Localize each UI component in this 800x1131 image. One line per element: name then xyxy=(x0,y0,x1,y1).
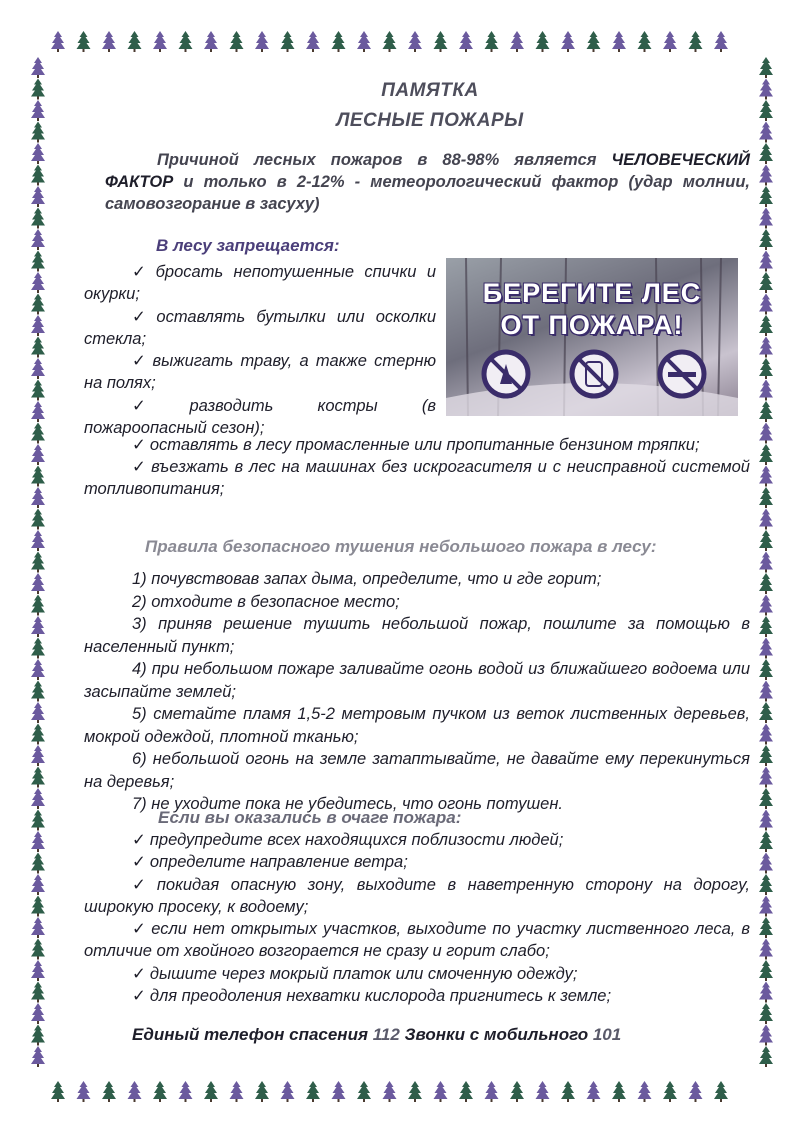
tree-icon xyxy=(759,960,773,981)
tree-icon xyxy=(31,702,45,723)
tree-icon xyxy=(759,874,773,895)
tree-icon xyxy=(759,487,773,508)
tree-icon xyxy=(638,1081,652,1102)
list-item: ✓ въезжать в лес на машинах без искрогасителя и с неисправной системой топливопитания; xyxy=(84,458,750,498)
tree-icon xyxy=(536,1081,550,1102)
list-item: ✓ разводить костры (в пожароопасный сезон); xyxy=(84,396,436,438)
tree-icon xyxy=(332,1081,346,1102)
page-title: ПАМЯТКА xyxy=(381,80,479,101)
list-item: 1) почувствовав запах дыма, определите, что и где горит; xyxy=(132,570,602,588)
intro-emphasis: ЧЕЛОВЕЧЕСКИЙ ФАКТОР xyxy=(105,151,750,191)
tree-icon xyxy=(31,509,45,530)
poster-line-2: ОТ ПОЖАРА! xyxy=(500,310,684,340)
tree-icon xyxy=(204,1081,218,1102)
list-item: ✓ бросать непотушенные спички и окурки; xyxy=(84,263,436,304)
tree-icon xyxy=(759,423,773,444)
check-icon: ✓ xyxy=(132,458,148,476)
tree-icon xyxy=(31,896,45,917)
tree-icon xyxy=(510,1081,524,1102)
tree-icon xyxy=(759,681,773,702)
tree-icon xyxy=(759,831,773,852)
intro-text-after: и только в 2-12% - метеорологический фактор (удар молнии, самовозгорание в засуху) xyxy=(105,173,750,213)
tree-icon xyxy=(759,186,773,207)
tree-icon xyxy=(31,186,45,207)
tree-icon xyxy=(759,595,773,616)
tree-icon xyxy=(434,1081,448,1102)
tree-icon xyxy=(759,380,773,401)
tree-icon xyxy=(759,1025,773,1046)
no-bottle-icon xyxy=(572,352,616,396)
tree-icon xyxy=(459,1081,473,1102)
forest-ban-heading: В лесу запрещается: xyxy=(156,236,340,255)
tree-icon xyxy=(759,143,773,164)
tree-icon xyxy=(31,960,45,981)
tree-icon xyxy=(306,31,320,52)
tree-icon xyxy=(31,380,45,401)
tree-icon xyxy=(31,358,45,379)
tree-icon xyxy=(759,788,773,809)
tree-icon xyxy=(31,767,45,788)
tree-icon xyxy=(31,810,45,831)
tree-icon xyxy=(759,659,773,680)
tree-icon xyxy=(31,552,45,573)
tree-icon xyxy=(230,31,244,52)
tree-icon xyxy=(587,1081,601,1102)
tree-icon xyxy=(434,31,448,52)
check-icon: ✓ xyxy=(132,964,146,983)
tree-icon xyxy=(128,1081,142,1102)
check-icon: ✓ xyxy=(132,853,146,872)
tree-icon xyxy=(759,616,773,637)
tree-icon xyxy=(485,31,499,52)
tree-icon xyxy=(759,272,773,293)
tree-icon xyxy=(31,831,45,852)
list-item: ✓ для преодоления нехватки кислорода пригнитесь к земле; xyxy=(132,987,612,1006)
tree-icon xyxy=(759,208,773,229)
tree-icon xyxy=(31,272,45,293)
tree-icon xyxy=(759,896,773,917)
tree-icon xyxy=(561,1081,575,1102)
check-icon: ✓ xyxy=(132,307,153,326)
tree-icon xyxy=(383,31,397,52)
tree-icon xyxy=(689,31,703,52)
tree-icon xyxy=(51,1081,65,1102)
tree-icon xyxy=(759,552,773,573)
tree-icon xyxy=(759,315,773,336)
tree-icon xyxy=(587,31,601,52)
forest-ban-list-narrow xyxy=(84,261,436,439)
tree-icon xyxy=(759,810,773,831)
phone-number-2: 101 xyxy=(592,1025,622,1044)
tree-icon xyxy=(255,1081,269,1102)
tree-icon xyxy=(759,57,773,78)
list-item: 6) небольшой огонь на земле затаптывайте, не давайте ему перекинуться на деревья; xyxy=(84,750,750,791)
tree-icon xyxy=(31,208,45,229)
tree-icon xyxy=(31,251,45,272)
phone-label-1: Единый телефон спасения xyxy=(132,1025,368,1044)
no-fire-icon xyxy=(484,352,528,396)
rules-list xyxy=(84,568,750,816)
list-item: 4) при небольшом пожаре заливайте огонь водой из ближайшего водоема или засыпайте землей; xyxy=(84,660,750,701)
rules-heading: Правила безопасного тушения небольшого пожара в лесу: xyxy=(145,537,657,556)
tree-icon xyxy=(759,982,773,1003)
tree-icon xyxy=(31,788,45,809)
tree-icon xyxy=(485,1081,499,1102)
tree-icon xyxy=(612,1081,626,1102)
list-item: ✓ дышите через мокрый платок или смоченную одежду; xyxy=(132,964,578,983)
tree-icon xyxy=(663,1081,677,1102)
check-icon: ✓ xyxy=(132,436,146,454)
tree-icon xyxy=(77,31,91,52)
tree-icon xyxy=(51,31,65,52)
check-icon: ✓ xyxy=(132,263,152,281)
tree-icon xyxy=(31,853,45,874)
list-item: 7) не уходите пока не убедитесь, что огонь потушен. xyxy=(132,795,563,813)
tree-icon xyxy=(759,165,773,186)
tree-icon xyxy=(332,31,346,52)
page-subtitle: ЛЕСНЫЕ ПОЖАРЫ xyxy=(336,110,524,131)
intro-paragraph xyxy=(105,149,750,215)
poster-line-1: БЕРЕГИТЕ ЛЕС xyxy=(482,278,702,308)
tree-icon xyxy=(759,401,773,422)
tree-icon xyxy=(31,982,45,1003)
tree-icon xyxy=(759,767,773,788)
list-item: 5) сметайте пламя 1,5-2 метровым пучком из веток лиственных деревьев, мокрой одеждой, плотной тканью; xyxy=(84,705,750,746)
tree-icon xyxy=(31,143,45,164)
tree-icon xyxy=(31,1003,45,1024)
tree-icon xyxy=(153,31,167,52)
tree-icon xyxy=(230,1081,244,1102)
tree-icon xyxy=(714,1081,728,1102)
tree-icon xyxy=(31,638,45,659)
tree-icon xyxy=(179,31,193,52)
tree-icon xyxy=(31,444,45,465)
list-item: ✓ выжигать траву, а также стерню на полях; xyxy=(84,352,437,393)
tree-icon xyxy=(759,745,773,766)
tree-icon xyxy=(759,1046,773,1067)
emergency-phones xyxy=(132,1025,621,1045)
check-icon: ✓ xyxy=(132,831,146,849)
tree-icon xyxy=(759,358,773,379)
tree-icon xyxy=(759,638,773,659)
tree-icon xyxy=(408,1081,422,1102)
tree-icon xyxy=(759,229,773,250)
tree-icon xyxy=(638,31,652,52)
list-item: ✓ оставлять в лесу промасленные или пропитанные бензином тряпки; xyxy=(132,436,700,454)
tree-icon xyxy=(383,1081,397,1102)
tree-icon xyxy=(759,573,773,594)
tree-icon xyxy=(31,165,45,186)
list-item: ✓ если нет открытых участков, выходите по участку лиственного леса, в отличие от хвойного возгорается не сразу и горит слабо; xyxy=(84,920,750,961)
tree-icon xyxy=(179,1081,193,1102)
tree-icon xyxy=(31,466,45,487)
tree-icon xyxy=(77,1081,91,1102)
tree-icon xyxy=(689,1081,703,1102)
tree-icon xyxy=(31,1046,45,1067)
tree-icon xyxy=(31,595,45,616)
tree-icon xyxy=(31,487,45,508)
tree-icon xyxy=(459,31,473,52)
tree-icon xyxy=(536,31,550,52)
tree-icon xyxy=(281,31,295,52)
tree-icon xyxy=(31,1025,45,1046)
list-item: ✓ оставлять бутылки или осколки стекла; xyxy=(84,307,437,348)
tree-icon xyxy=(102,1081,116,1102)
tree-icon xyxy=(255,31,269,52)
tree-icon xyxy=(153,1081,167,1102)
check-icon: ✓ xyxy=(132,875,153,894)
tree-icon xyxy=(31,423,45,444)
tree-icon xyxy=(306,1081,320,1102)
tree-icon xyxy=(31,229,45,250)
tree-icon xyxy=(31,939,45,960)
tree-icon xyxy=(102,31,116,52)
list-item: ✓ покидая опасную зону, выходите в наветренную сторону на дорогу, широкую просеку, к водоему; xyxy=(84,875,750,916)
tree-icon xyxy=(408,31,422,52)
phone-label-2: Звонки с мобильного xyxy=(404,1025,589,1044)
tree-icon xyxy=(31,294,45,315)
tree-icon xyxy=(31,874,45,895)
tree-icon xyxy=(31,315,45,336)
tree-icon xyxy=(759,1003,773,1024)
tree-icon xyxy=(31,573,45,594)
tree-icon xyxy=(759,337,773,358)
tree-icon xyxy=(357,1081,371,1102)
poster-signs xyxy=(446,258,738,416)
tree-icon xyxy=(759,853,773,874)
list-item: ✓ предупредите всех находящихся поблизости людей; xyxy=(132,831,564,849)
tree-icon xyxy=(31,401,45,422)
tree-icon xyxy=(31,724,45,745)
check-icon: ✓ xyxy=(132,920,148,939)
tree-icon xyxy=(759,724,773,745)
list-item: ✓ определите направление ветра; xyxy=(132,853,408,872)
tree-icon xyxy=(31,530,45,551)
tree-icon xyxy=(31,917,45,938)
check-icon: ✓ xyxy=(132,352,149,371)
tree-icon xyxy=(759,294,773,315)
check-icon: ✓ xyxy=(132,987,146,1006)
no-smoking-icon xyxy=(660,352,704,396)
in-fire-heading: Если вы оказались в очаге пожара: xyxy=(158,808,462,827)
tree-icon xyxy=(204,31,218,52)
tree-icon xyxy=(31,745,45,766)
in-fire-list xyxy=(84,829,750,1007)
tree-icon xyxy=(510,31,524,52)
tree-icon xyxy=(759,466,773,487)
tree-icon xyxy=(612,31,626,52)
list-item: 2) отходите в безопасное место; xyxy=(132,592,400,611)
tree-icon xyxy=(759,939,773,960)
phone-number-1: 112 xyxy=(372,1025,400,1044)
tree-icon xyxy=(31,57,45,78)
tree-icon xyxy=(759,251,773,272)
intro-text-before: Причиной лесных пожаров в 88-98% является xyxy=(157,151,597,169)
tree-icon xyxy=(714,31,728,52)
tree-icon xyxy=(31,681,45,702)
tree-icon xyxy=(31,337,45,358)
tree-icon xyxy=(128,31,142,52)
tree-icon xyxy=(759,444,773,465)
tree-icon xyxy=(281,1081,295,1102)
tree-icon xyxy=(357,31,371,52)
tree-icon xyxy=(31,616,45,637)
tree-icon xyxy=(561,31,575,52)
forest-ban-list-wide xyxy=(84,434,750,500)
list-item: 3) приняв решение тушить небольшой пожар, пошлите за помощью в населенный пункт; xyxy=(84,615,750,656)
forest-fire-poster xyxy=(446,258,738,416)
check-icon: ✓ xyxy=(132,396,186,415)
tree-icon xyxy=(759,530,773,551)
tree-icon xyxy=(663,31,677,52)
tree-icon xyxy=(759,702,773,723)
tree-icon xyxy=(759,509,773,530)
tree-icon xyxy=(759,917,773,938)
tree-icon xyxy=(31,659,45,680)
